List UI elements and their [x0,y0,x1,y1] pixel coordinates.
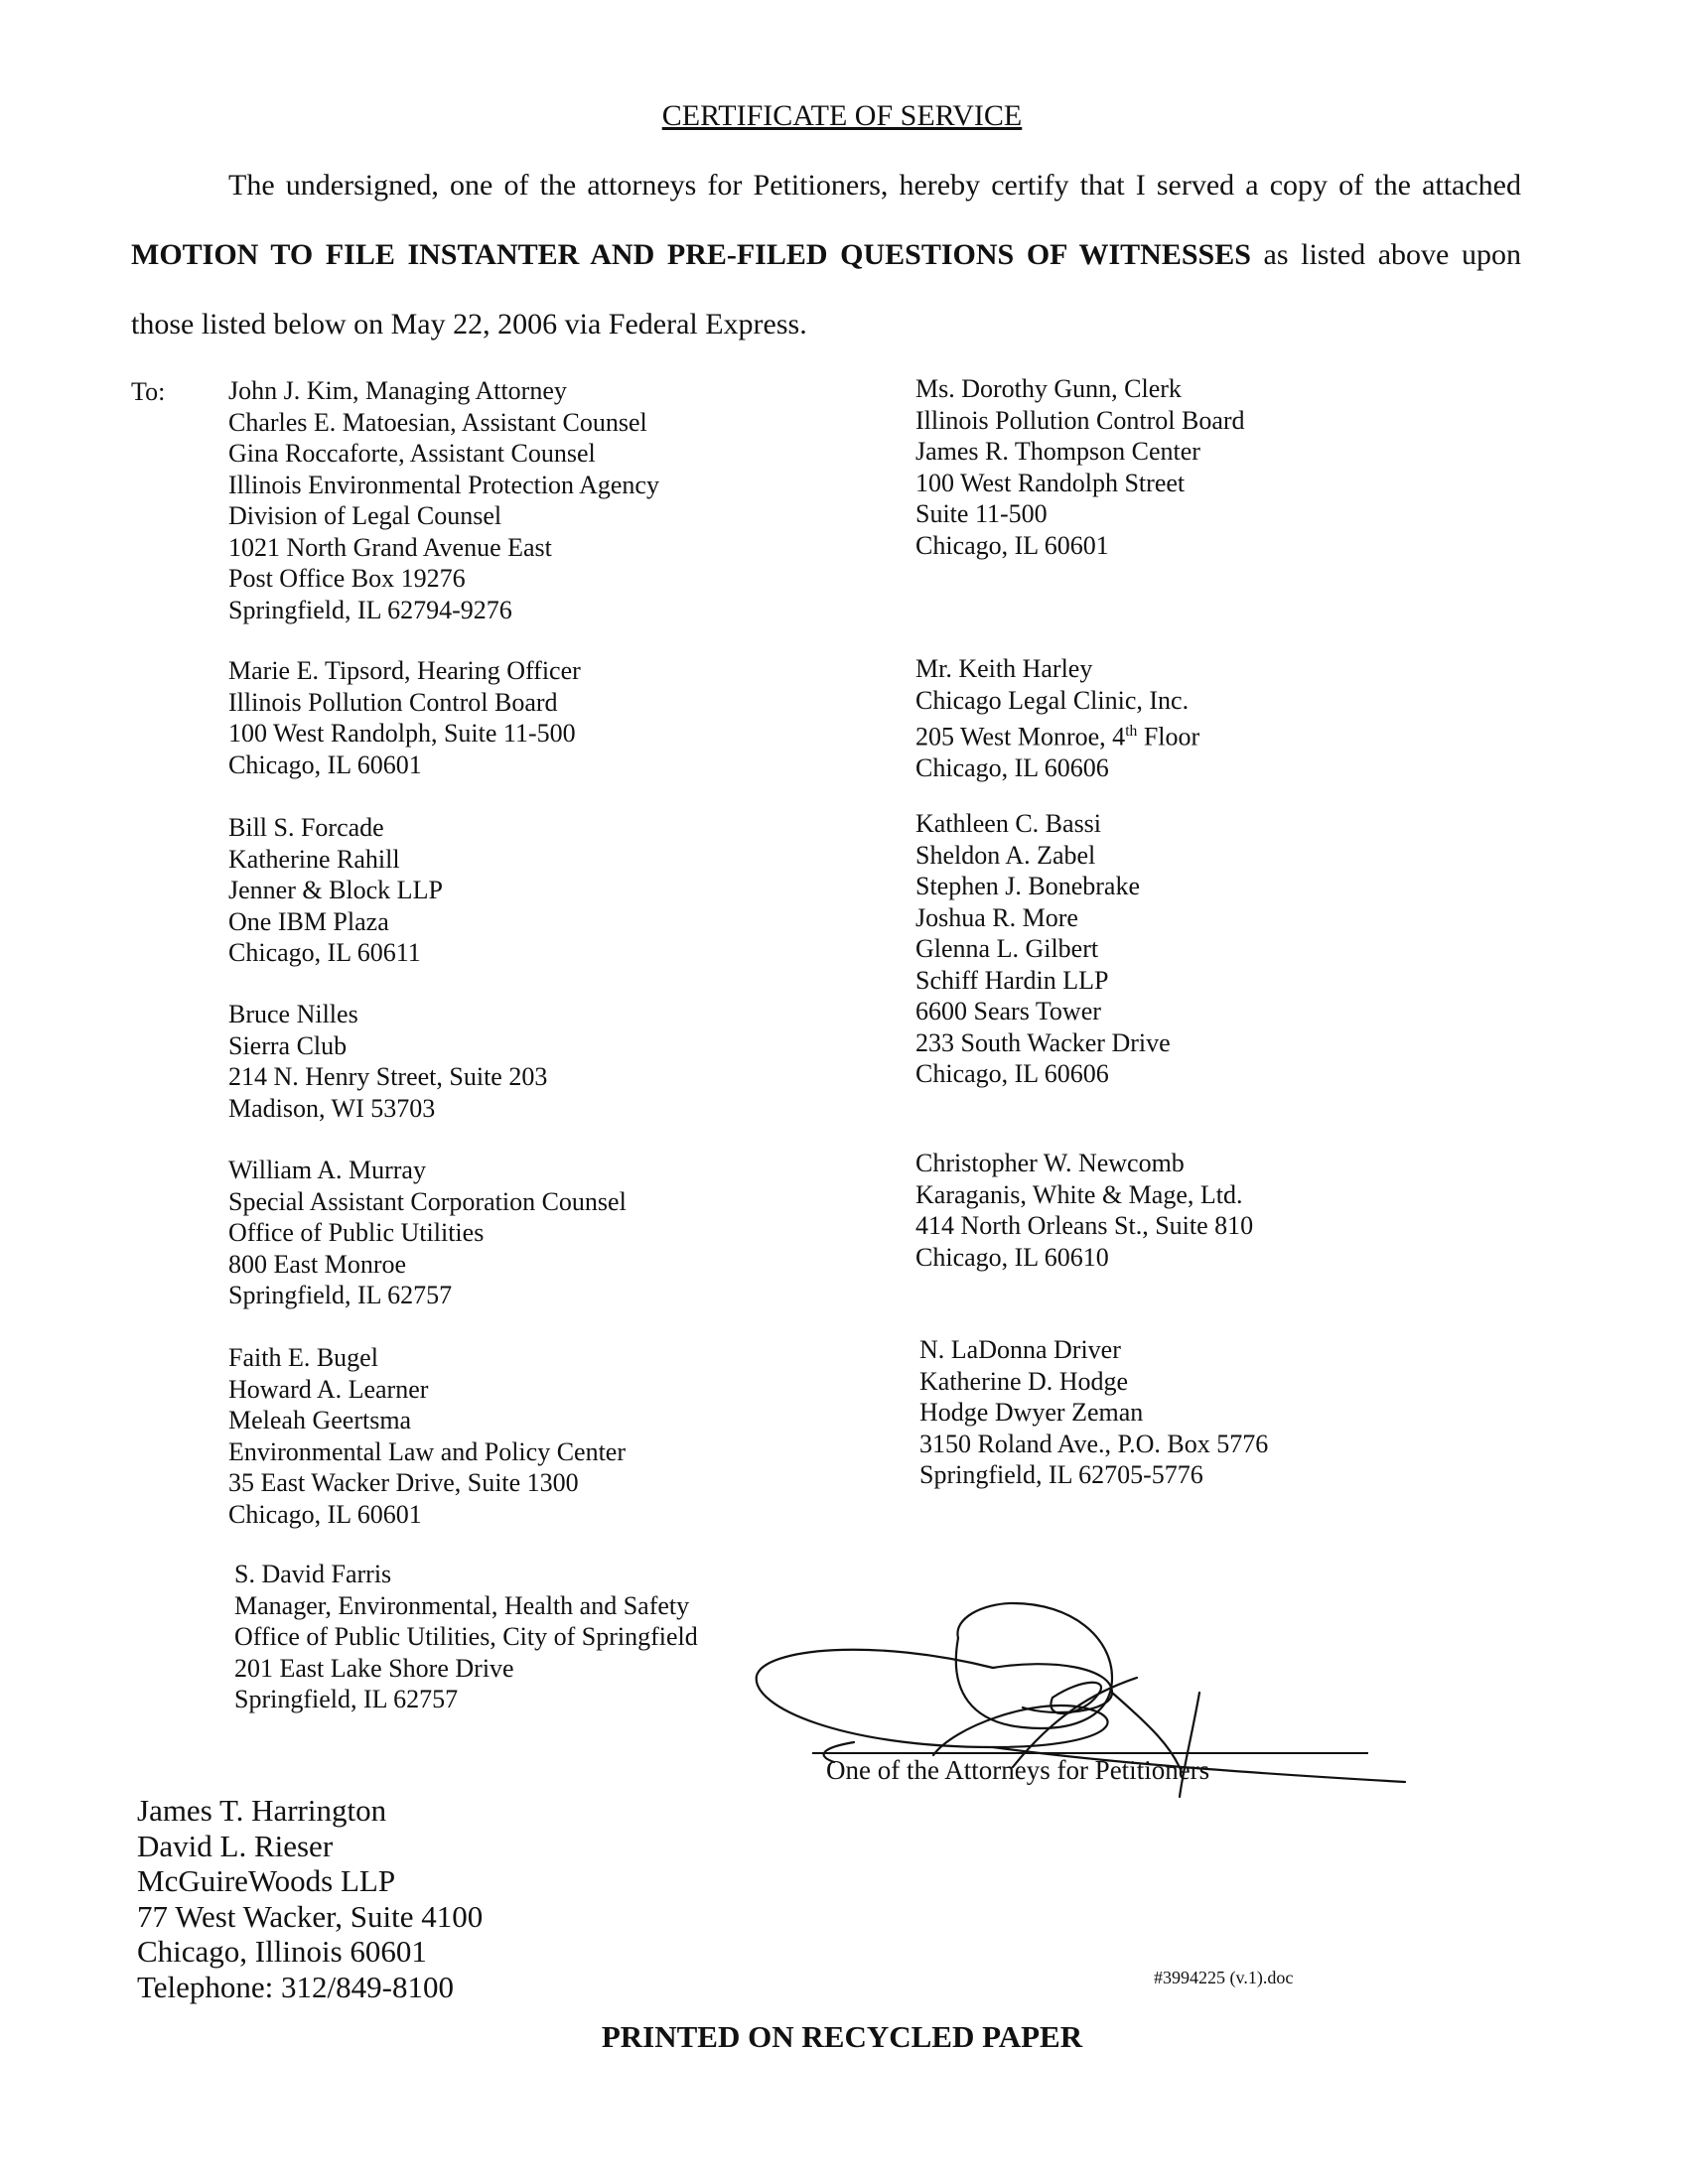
address-block [228,1342,626,1530]
address-line: John J. Kim, Managing Attorney [228,376,567,405]
address-line: Chicago, IL 60611 [228,938,421,967]
address-block [228,812,443,969]
attorney-line: David L. Rieser [137,1828,334,1863]
address-line: Division of Legal Counsel [228,501,502,530]
address-line: Manager, Environmental, Health and Safety [234,1590,690,1620]
address-line: Springfield, IL 62757 [228,1281,453,1309]
address-line: Stephen J. Bonebrake [915,872,1141,900]
address-block [234,1559,698,1715]
address-line: Glenna L. Gilbert [915,934,1099,963]
address-line: Chicago, IL 60601 [228,750,422,779]
address-block [228,655,581,780]
signature-line [812,1752,1368,1754]
attorney-line: 77 West Wacker, Suite 4100 [137,1898,484,1934]
address-block [915,653,1199,784]
footer-notice: PRINTED ON RECYCLED PAPER [601,2019,1083,2054]
address-line: 414 North Orleans St., Suite 810 [915,1211,1254,1240]
address-line: Office of Public Utilities [228,1218,485,1247]
attorney-line: Telephone: 312/849-8100 [137,1969,454,2004]
intro-line-2 [131,238,1521,272]
address-line: Special Assistant Corporation Counsel [228,1186,627,1216]
address-line: Sheldon A. Zabel [915,840,1096,870]
signature-caption: One of the Attorneys for Petitioners [826,1755,1210,1785]
document-reference: #3994225 (v.1).doc [1154,1968,1294,1987]
address-line: Office of Public Utilities, City of Springfield [234,1622,698,1651]
address-line: Meleah Geertsma [228,1406,412,1434]
address-line: Chicago, IL 60601 [228,1499,422,1529]
address-line: Springfield, IL 62705-5776 [919,1460,1203,1489]
address-line: 100 West Randolph, Suite 11-500 [228,719,576,748]
address-line: Post Office Box 19276 [228,564,466,593]
address-line: Chicago, IL 60606 [915,1059,1109,1088]
address-line: Illinois Environmental Protection Agency [228,470,659,499]
address-line: Illinois Pollution Control Board [228,687,558,717]
address-line: Schiff Hardin LLP [915,965,1109,995]
address-line: Chicago, IL 60601 [915,530,1109,560]
address-line: 205 West Monroe, 4th Floor [915,722,1200,751]
address-line: Springfield, IL 62794-9276 [228,595,512,624]
address-line: Chicago, IL 60606 [915,753,1109,783]
address-line: Ms. Dorothy Gunn, Clerk [915,374,1182,403]
address-line: N. LaDonna Driver [919,1335,1121,1364]
attorney-line: Chicago, Illinois 60601 [137,1934,427,1969]
address-line: Faith E. Bugel [228,1343,378,1372]
address-line: Sierra Club [228,1030,348,1060]
address-line: 201 East Lake Shore Drive [234,1653,514,1683]
address-block [228,999,547,1124]
address-line: Karaganis, White & Mage, Ltd. [915,1179,1243,1209]
intro-line-1: The undersigned, one of the attorneys for Petitioners, hereby certify that I served a copy of the attached [228,169,1521,202]
address-block [228,1155,627,1311]
address-line: Bruce Nilles [228,1000,358,1028]
address-line: Madison, WI 53703 [228,1093,436,1123]
address-line: James R. Thompson Center [915,437,1200,466]
attorney-line: McGuireWoods LLP [137,1863,396,1898]
address-line: Bill S. Forcade [228,813,384,842]
address-line: Marie E. Tipsord, Hearing Officer [228,656,581,685]
address-block [228,375,659,625]
address-line: William A. Murray [228,1156,426,1184]
address-line: Hodge Dwyer Zeman [919,1398,1144,1427]
address-line: Christopher W. Newcomb [915,1149,1185,1177]
attorney-line: James T. Harrington [137,1793,387,1828]
address-line: Suite 11-500 [915,499,1048,528]
address-line: One IBM Plaza [228,906,389,936]
address-block [915,808,1171,1090]
address-line: Katherine Rahill [228,844,400,874]
page-title: CERTIFICATE OF SERVICE [661,99,1023,132]
address-line: 6600 Sears Tower [915,997,1101,1025]
to-label: To: [131,377,166,406]
attorney-block [137,1793,483,2004]
address-line: 3150 Roland Ave., P.O. Box 5776 [919,1429,1269,1458]
address-line: Environmental Law and Policy Center [228,1436,627,1466]
address-line: Springfield, IL 62757 [234,1685,459,1713]
address-line: Kathleen C. Bassi [915,809,1102,838]
address-block [915,373,1245,561]
intro-line-2-rest: as listed above upon [1250,238,1521,271]
address-line: Joshua R. More [915,902,1078,932]
motion-title: MOTION TO FILE INSTANTER AND PRE-FILED QUESTIONS OF WITNESSES [131,238,1251,271]
address-block [915,1148,1253,1273]
address-line: Illinois Pollution Control Board [915,405,1245,435]
address-line: Charles E. Matoesian, Assistant Counsel [228,407,647,437]
address-line: 800 East Monroe [228,1249,407,1279]
address-line: Chicago, IL 60610 [915,1242,1109,1272]
address-line: Chicago Legal Clinic, Inc. [915,685,1190,715]
address-line: Katherine D. Hodge [919,1366,1129,1396]
address-line: Jenner & Block LLP [228,876,443,904]
address-line: Mr. Keith Harley [915,654,1093,683]
address-line: 100 West Randolph Street [915,468,1186,497]
address-line: 214 N. Henry Street, Suite 203 [228,1062,548,1091]
address-line: 1021 North Grand Avenue East [228,532,552,562]
address-line: 35 East Wacker Drive, Suite 1300 [228,1468,579,1497]
address-line: S. David Farris [234,1560,392,1588]
address-line: 233 South Wacker Drive [915,1027,1171,1057]
address-line: Howard A. Learner [228,1374,429,1404]
address-block [919,1334,1268,1491]
address-line: Gina Roccaforte, Assistant Counsel [228,439,596,468]
intro-line-3: those listed below on May 22, 2006 via Federal Express. [131,308,807,341]
signature-block [755,1598,1430,1807]
